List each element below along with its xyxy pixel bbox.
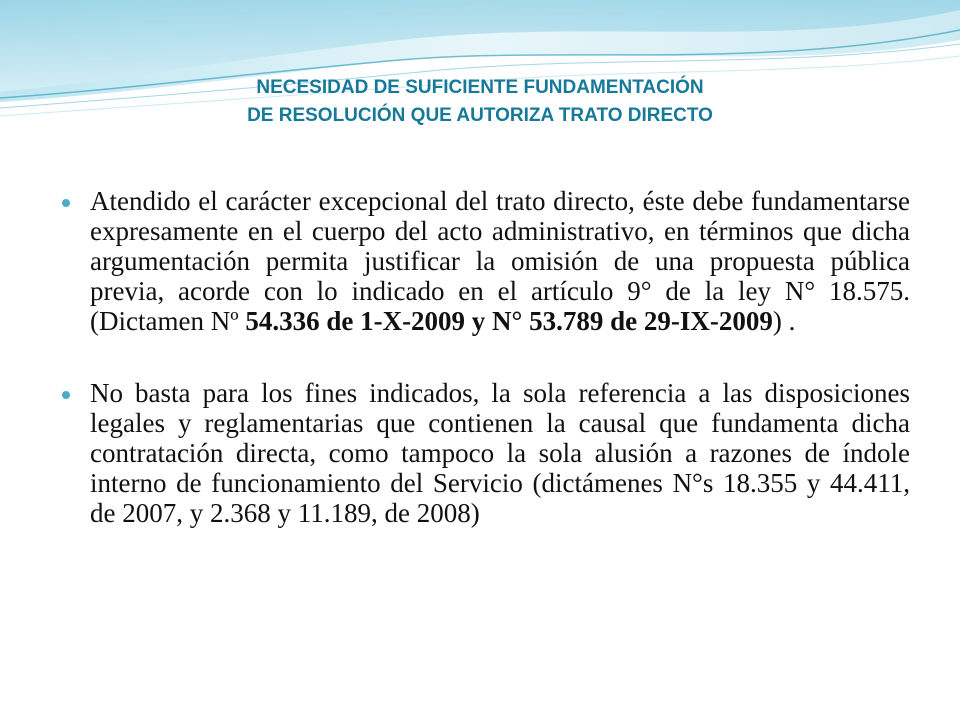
title-line-2: DE RESOLUCIÓN QUE AUTORIZA TRATO DIRECTO [247, 105, 713, 126]
bullet-dot-icon [62, 391, 70, 399]
bullet-1-bold-citation: 54.336 de 1-X-2009 y N° 53.789 de 29-IX-2009 [245, 306, 773, 336]
bullet-item-1 [58, 186, 910, 336]
bullet-text-2: No basta para los fines indicados, la sola referencia a las disposiciones legales y reglamentarias que contienen la causal que fundamenta dicha contratación directa, como tampoco la sola alusión a razones de índole interno de funcionamiento del Servicio (dictámenes N°s 18.355 y 44.411, de 2007, y 2.368 y 11.189, de 2008) [90, 378, 910, 528]
slide-title [0, 74, 960, 130]
bullet-item-2 [58, 378, 910, 528]
bullet-text-1 [90, 186, 910, 336]
bullet-1-tail: ) . [772, 306, 796, 336]
bullet-list [58, 186, 910, 528]
title-line-1: NECESIDAD DE SUFICIENTE FUNDAMENTACIÓN [256, 77, 704, 98]
bullet-dot-icon [62, 199, 70, 207]
bullet-1-text: Atendido el carácter excepcional del trato directo, éste debe fundamentarse expresamente en el cuerpo del acto administrativo, en términos que dicha argumentación permita justificar la omisión de una propuesta pública previa, acorde con lo indicado en el artículo 9° de la ley N° 18.575. (Dictamen Nº [90, 186, 910, 336]
